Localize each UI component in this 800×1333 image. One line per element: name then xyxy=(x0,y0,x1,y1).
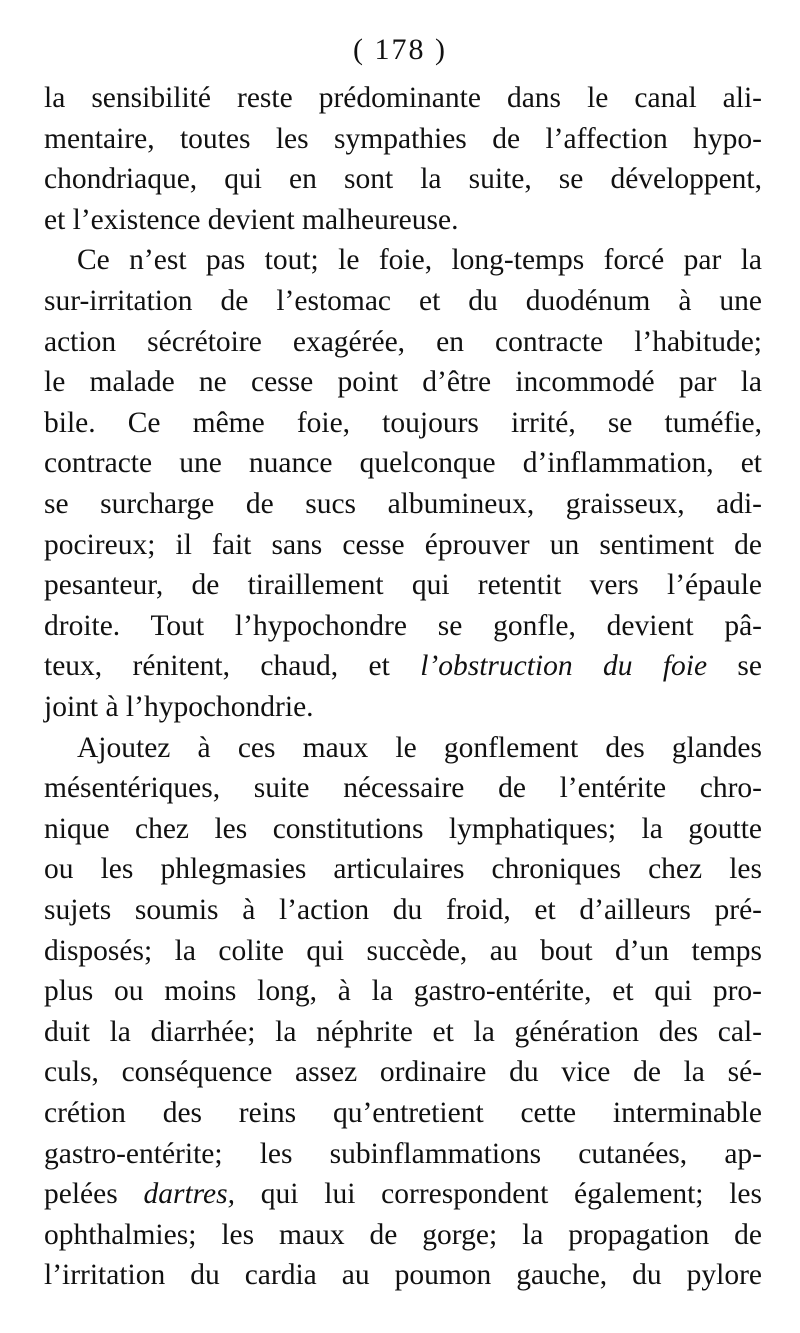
line-text: teux, rénitent, chaud, et xyxy=(44,650,390,683)
line-text: duit la diarrhée; la néphrite et la génération des cal- xyxy=(44,1015,762,1048)
line-text: ou les phlegmasies articulaires chroniques chez les xyxy=(44,853,762,886)
line-text: crétion des reins qu’entretient cette interminable xyxy=(44,1097,762,1129)
line-text: ophthalmies; les maux de gorge; la propagation de xyxy=(44,1218,762,1251)
text-line xyxy=(77,240,762,280)
text-line xyxy=(77,728,762,768)
line-text: la sensibilité reste prédominante dans le canal ali- xyxy=(44,82,762,114)
text-line xyxy=(44,281,762,321)
line-text: bile. Ce même foie, toujours irrité, se tuméfie, xyxy=(44,406,762,439)
text-line xyxy=(44,646,762,686)
text-line xyxy=(44,1255,762,1295)
line-text: Ajoutez à ces maux le gonflement des glandes xyxy=(77,731,762,764)
line-text-after: se xyxy=(737,650,762,683)
text-line xyxy=(44,443,762,483)
line-text: le malade ne cesse point d’être incommodé par la xyxy=(44,366,762,399)
line-text: mésentériques, suite nécessaire de l’entérite chro- xyxy=(44,772,762,805)
text-line xyxy=(44,606,762,646)
text-line xyxy=(44,119,762,159)
line-text: disposés; la colite qui succède, au bout d’un temps xyxy=(44,934,762,967)
text-line xyxy=(44,768,762,808)
line-text: sujets soumis à l’action du froid, et d’ailleurs pré- xyxy=(44,894,762,926)
text-line xyxy=(44,849,762,889)
line-text: chondriaque, qui en sont la suite, se développent, xyxy=(44,163,762,196)
text-line xyxy=(44,1012,762,1052)
line-text: gastro-entérite; les subinflammations cutanées, ap- xyxy=(44,1137,762,1170)
text-line xyxy=(44,362,762,402)
text-line xyxy=(44,159,762,199)
text-line xyxy=(44,687,762,727)
line-text: pocireux; il fait sans cesse éprouver un sentiment de xyxy=(44,528,762,561)
line-text: contracte une nuance quelconque d’inflammation, et xyxy=(44,447,762,480)
text-line xyxy=(44,525,762,565)
line-text: culs, conséquence assez ordinaire du vice de la sé- xyxy=(44,1056,762,1089)
line-text-after: qui lui correspondent également; les xyxy=(260,1178,763,1211)
text-line xyxy=(44,1215,762,1255)
text-line xyxy=(44,931,762,971)
line-text: Ce n’est pas tout; le foie, long-temps forcé par la xyxy=(77,244,762,277)
line-text: mentaire, toutes les sympathies de l’affection hypo- xyxy=(44,122,762,155)
line-text: l’irritation du cardia au poumon gauche, du pylore xyxy=(44,1259,762,1292)
text-line xyxy=(44,78,762,118)
line-text: plus ou moins long, à la gastro-entérite, et qui pro- xyxy=(44,975,762,1008)
text-line xyxy=(44,1052,762,1092)
line-text: pelées xyxy=(44,1178,118,1211)
line-text: sur-irritation de l’estomac et du duodénum à une xyxy=(44,285,762,317)
text-line xyxy=(44,809,762,849)
line-text: pesanteur, de tiraillement qui retentit vers l’épaule xyxy=(44,569,762,602)
text-line xyxy=(44,322,762,362)
page-number: ( 178 ) xyxy=(353,33,447,66)
line-text: action sécrétoire exagérée, en contracte l’habitude; xyxy=(44,325,762,358)
text-line xyxy=(44,200,762,240)
line-italic-text: l’obstruction du foie xyxy=(420,650,708,683)
text-line xyxy=(44,971,762,1011)
line-text: se surcharge de sucs albumineux, graisseux, adi- xyxy=(44,488,762,520)
line-text: et l’existence devient malheureuse. xyxy=(44,203,459,236)
line-text: nique chez les constitutions lymphatiques; la goutte xyxy=(44,812,762,845)
text-line xyxy=(44,1174,762,1214)
text-line xyxy=(44,1093,762,1133)
line-text: joint à l’hypochondrie. xyxy=(44,691,314,723)
line-text: droite. Tout l’hypochondre se gonfle, devient pâ- xyxy=(44,609,762,642)
text-line xyxy=(44,1134,762,1174)
text-line xyxy=(44,565,762,605)
text-line xyxy=(44,403,762,443)
text-line xyxy=(44,890,762,930)
line-italic-text: dartres, xyxy=(143,1178,236,1211)
text-line xyxy=(44,484,762,524)
